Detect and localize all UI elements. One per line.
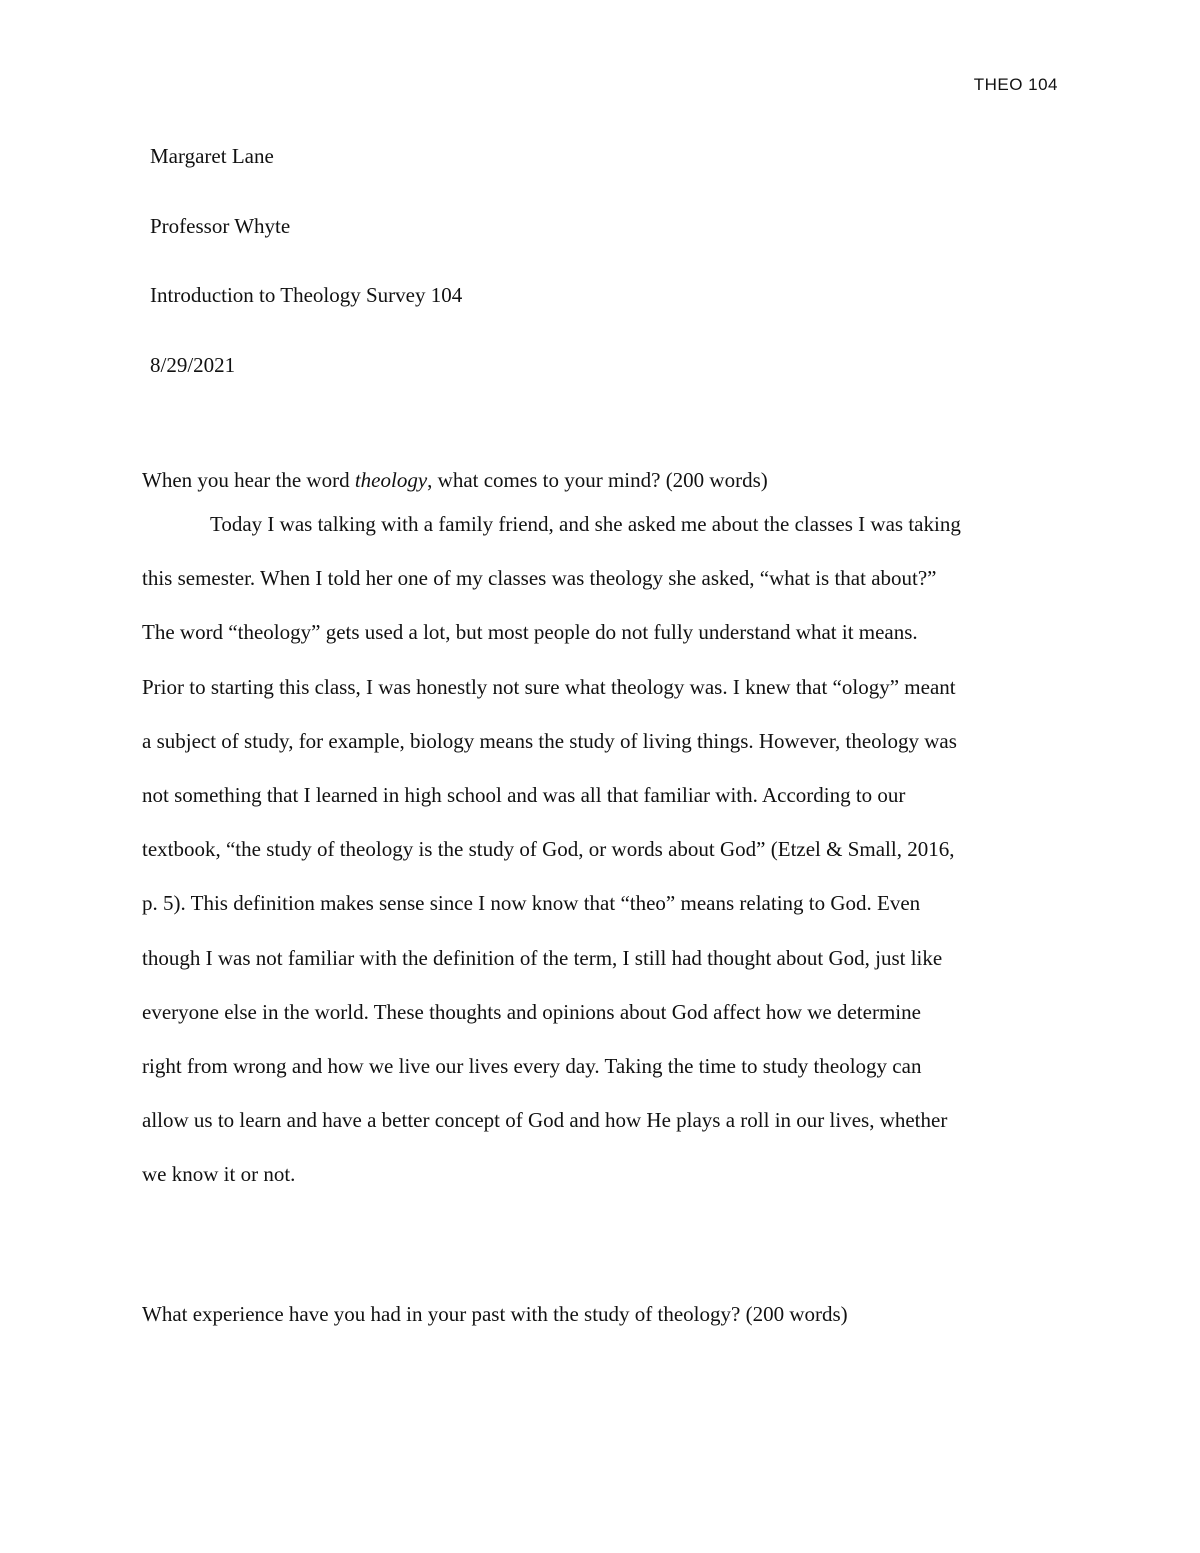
paragraph-line: a subject of study, for example, biology means the study of living things. However, theology was: [142, 728, 957, 753]
paragraph-line: we know it or not.: [142, 1162, 296, 1187]
question-1-after: , what comes to your mind? (200 words): [427, 468, 768, 492]
answer-1-paragraph: [142, 510, 1062, 1214]
professor-name: Professor Whyte: [150, 213, 291, 238]
paragraph-line: right from wrong and how we live our lives every day. Taking the time to study theology can: [142, 1053, 922, 1078]
question-1: [142, 466, 768, 494]
paragraph-line: Today I was talking with a family friend, and she asked me about the classes I was taking: [210, 512, 961, 536]
running-head: THEO 104: [973, 75, 1058, 94]
question-2: What experience have you had in your past with the study of theology? (200 words): [142, 1302, 848, 1326]
question-1-term: theology: [354, 468, 428, 492]
assignment-heading: [150, 142, 462, 420]
paragraph-line: The word “theology” gets used a lot, but most people do not fully understand what it means.: [142, 620, 918, 645]
course-name: Introduction to Theology Survey 104: [150, 283, 463, 307]
paragraph-line: textbook, “the study of theology is the study of God, or words about God” (Etzel & Small, 2016,: [142, 837, 955, 862]
paragraph-line: not something that I learned in high school and was all that familiar with. According to our: [142, 782, 906, 807]
question-1-before: When you hear the word: [142, 468, 355, 492]
paragraph-line: p. 5). This definition makes sense since I now know that “theo” means relating to God. Even: [142, 891, 921, 916]
assignment-date: 8/29/2021: [150, 352, 236, 377]
student-name: Margaret Lane: [150, 144, 274, 168]
paragraph-line: allow us to learn and have a better concept of God and how He plays a roll in our lives, whether: [142, 1108, 948, 1133]
paragraph-line: everyone else in the world. These thoughts and opinions about God affect how we determine: [142, 999, 921, 1024]
paragraph-line: this semester. When I told her one of my classes was theology she asked, “what is that about?”: [142, 566, 937, 591]
paragraph-line: Prior to starting this class, I was honestly not sure what theology was. I knew that “ology” meant: [142, 674, 956, 699]
paragraph-line: though I was not familiar with the definition of the term, I still had thought about God, just like: [142, 945, 943, 970]
